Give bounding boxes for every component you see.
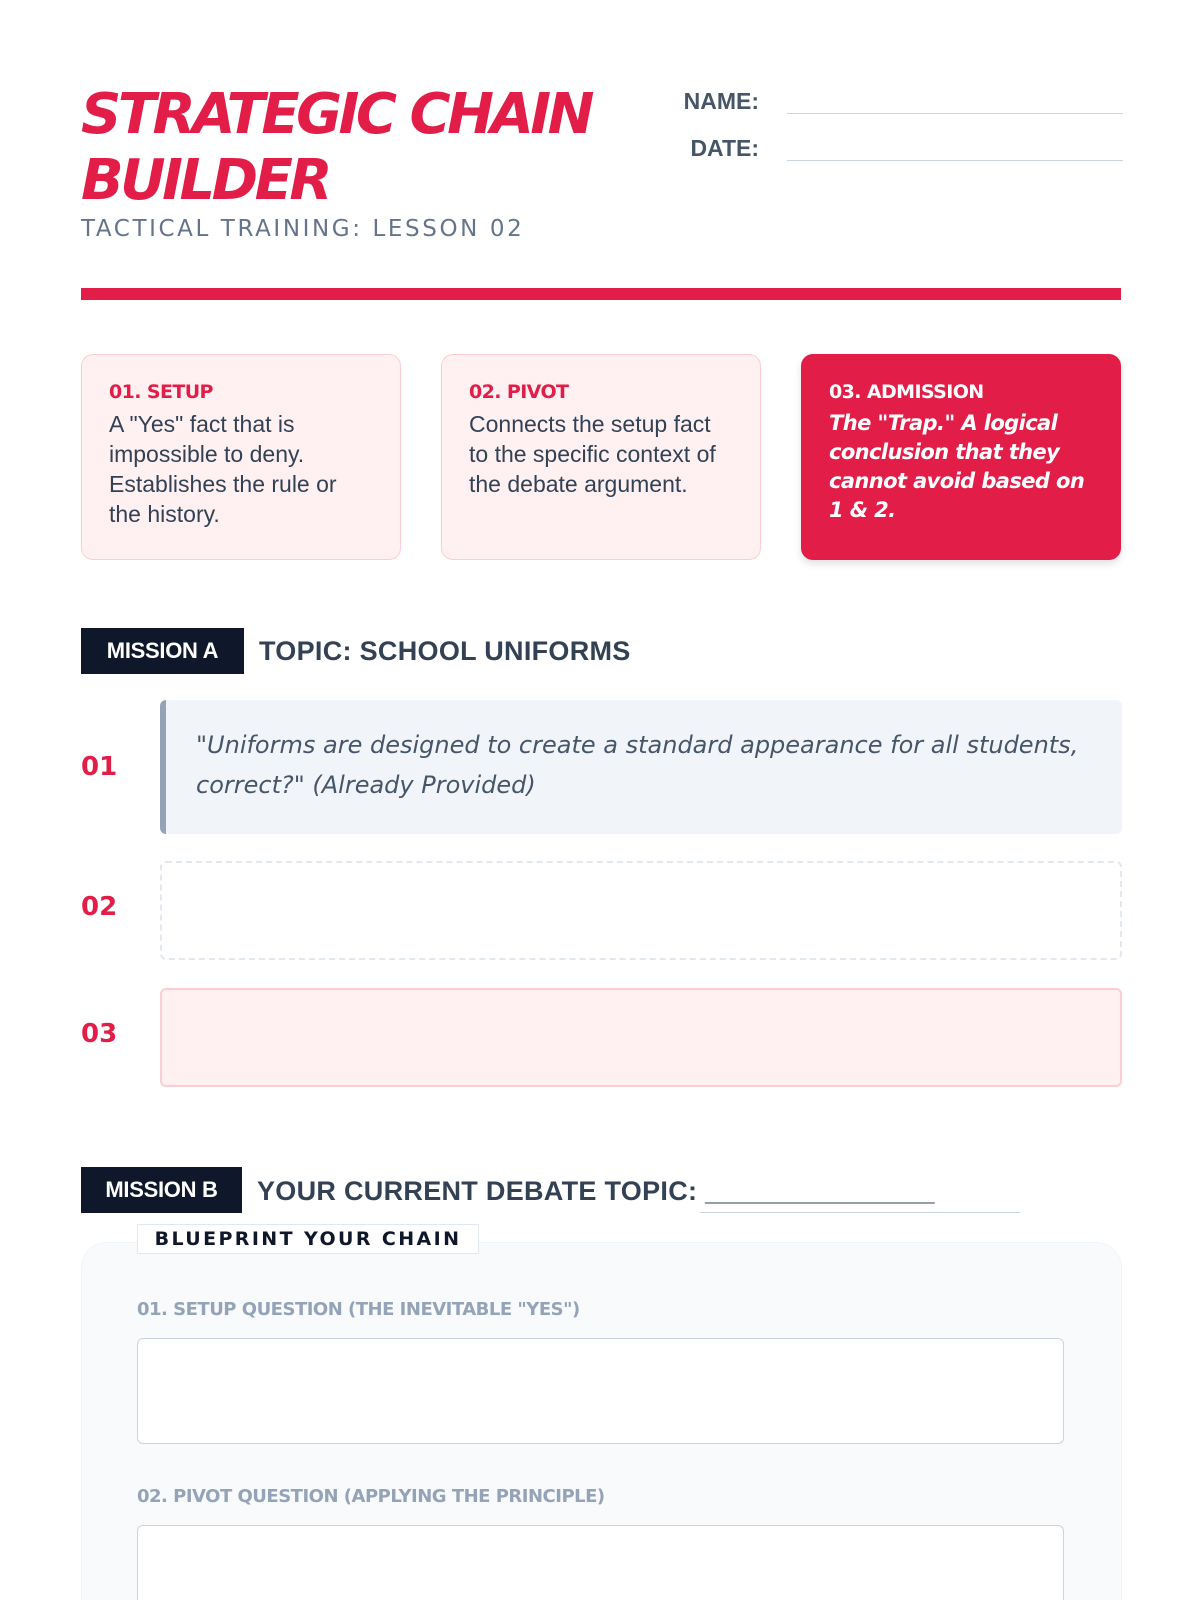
page-subtitle: TACTICAL TRAINING: LESSON 02 xyxy=(81,216,525,242)
page-title: STRATEGIC CHAIN BUILDER xyxy=(81,82,591,213)
mission-a-tag: MISSION A xyxy=(81,628,244,674)
date-label: DATE: xyxy=(690,135,759,161)
setup-question-label: 01. SETUP QUESTION (THE INEVITABLE "YES") xyxy=(137,1299,580,1320)
step-card-body: Connects the setup fact to the specific context of the debate argument. xyxy=(469,411,716,497)
step-card-title: 01. SETUP xyxy=(109,381,213,403)
setup-question-input[interactable] xyxy=(137,1338,1064,1444)
mission-a-topic: TOPIC: SCHOOL UNIFORMS xyxy=(259,636,631,666)
date-field[interactable] xyxy=(787,131,1123,161)
step-card-admission xyxy=(801,354,1121,560)
date-field-row xyxy=(683,127,1123,161)
step-card-setup xyxy=(81,354,401,560)
topic-field[interactable] xyxy=(700,1195,1020,1213)
admission-answer-box[interactable] xyxy=(160,988,1122,1087)
name-field-row xyxy=(683,80,1123,114)
pivot-question-input[interactable] xyxy=(137,1525,1064,1600)
name-field[interactable] xyxy=(787,84,1123,114)
pivot-question-label: 02. PIVOT QUESTION (APPLYING THE PRINCIPLE) xyxy=(137,1486,605,1507)
step-card-body: The "Trap." A logical conclusion that they cannot avoid based on 1 & 2. xyxy=(829,411,1085,522)
row-number: 02 xyxy=(81,892,118,922)
row-number: 01 xyxy=(81,752,118,782)
step-card-body: A "Yes" fact that is impossible to deny. Establishes the rule or the history. xyxy=(109,411,337,527)
row-number: 03 xyxy=(81,1019,118,1049)
provided-setup-question: "Uniforms are designed to create a standard appearance for all students, correct?" (Already Provided) xyxy=(160,700,1122,834)
header-divider xyxy=(81,288,1121,300)
blueprint-label: BLUEPRINT YOUR CHAIN xyxy=(137,1224,479,1254)
mission-b-tag: MISSION B xyxy=(81,1167,242,1213)
step-card-title: 03. ADMISSION xyxy=(829,381,984,403)
pivot-answer-box[interactable] xyxy=(160,861,1122,960)
name-label: NAME: xyxy=(683,88,759,114)
step-card-pivot xyxy=(441,354,761,560)
step-card-title: 02. PIVOT xyxy=(469,381,569,403)
mission-b-topic: YOUR CURRENT DEBATE TOPIC: _______________ xyxy=(257,1176,935,1206)
